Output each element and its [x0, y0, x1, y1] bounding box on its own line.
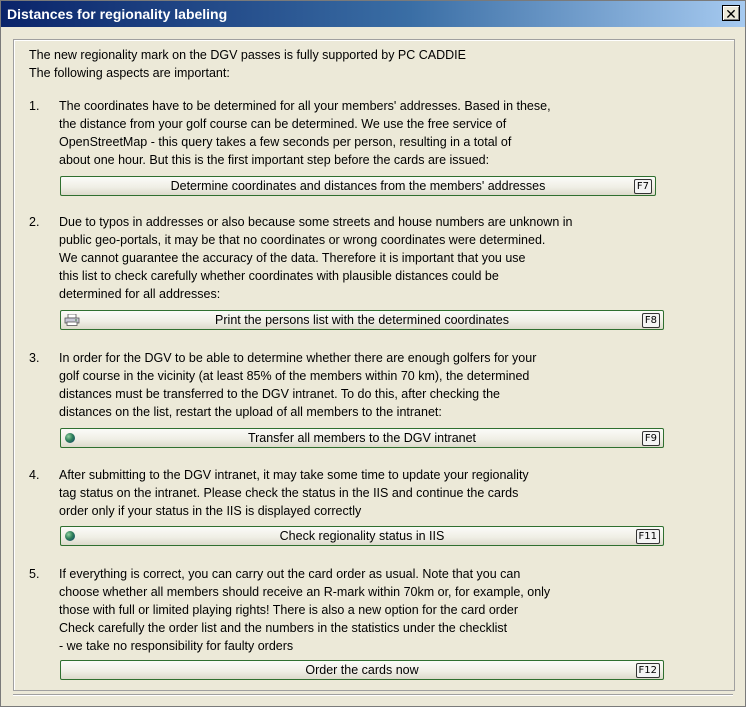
step-text: determined for all addresses: — [59, 287, 221, 301]
print-persons-list-button[interactable] — [60, 310, 664, 330]
step-text: In order for the DGV to be able to determine whether there are enough golfers for your — [59, 351, 537, 365]
step-text: those with full or limited playing rights! There is also a new option for the card order — [59, 603, 519, 617]
button-label: Check regionality status in IIS — [279, 529, 445, 543]
step-text: tag status on the intranet. Please check the status in the IIS and continue the cards — [59, 486, 519, 500]
check-regionality-status-button[interactable] — [60, 526, 664, 546]
bottom-separator — [13, 694, 733, 696]
step-text: After submitting to the DGV intranet, it may take some time to update your regionality — [59, 468, 529, 482]
step-text: choose whether all members should receive an R-mark within 70km or, for example, only — [59, 585, 551, 599]
step-text: public geo-portals, it may be that no coordinates or wrong coordinates were determined. — [59, 233, 546, 247]
shortcut-key-f9: F9 — [642, 431, 660, 446]
button-label: Print the persons list with the determined coordinates — [215, 313, 509, 327]
step-text: We cannot guarantee the accuracy of the data. Therefore it is important that you use — [59, 251, 526, 265]
shortcut-key-f7: F7 — [634, 179, 652, 194]
step-text: Due to typos in addresses or also because some streets and house numbers are unknown in — [59, 215, 573, 229]
step-number: 4. — [29, 468, 40, 482]
step-text: the distance from your golf course can be determined. We use the free service of — [59, 117, 507, 131]
order-cards-button[interactable] — [60, 660, 664, 680]
window-title: Distances for regionality labeling — [7, 6, 228, 22]
step-text: distances on the list, restart the upload of all members to the intranet: — [59, 405, 442, 419]
step-text: If everything is correct, you can carry out the card order as usual. Note that you can — [59, 567, 521, 581]
step-text: OpenStreetMap - this query takes a few seconds per person, resulting in a total of — [59, 135, 512, 149]
intro-line: The following aspects are important: — [29, 66, 230, 80]
step-number: 5. — [29, 567, 40, 581]
step-number: 3. — [29, 351, 40, 365]
transfer-members-button[interactable] — [60, 428, 664, 448]
intro-line: The new regionality mark on the DGV passes is fully supported by PC CADDIE — [29, 48, 466, 62]
button-label: Determine coordinates and distances from the members' addresses — [170, 179, 546, 193]
close-icon: ✕ — [725, 6, 737, 22]
step-number: 1. — [29, 99, 40, 113]
button-label: Transfer all members to the DGV intranet — [247, 431, 477, 445]
title-bar[interactable] — [1, 1, 745, 27]
determine-coordinates-button[interactable] — [60, 176, 656, 196]
step-text: this list to check carefully whether coordinates with plausible distances could be — [59, 269, 499, 283]
step-text: distances must be transferred to the DGV intranet. To do this, after checking the — [59, 387, 500, 401]
step-text: Check carefully the order list and the numbers in the statistics under the checklist — [59, 621, 508, 635]
step-text: golf course in the vicinity (at least 85% of the members within 70 km), the determined — [59, 369, 530, 383]
step-text: - we take no responsibility for faulty orders — [59, 639, 294, 653]
step-text: The coordinates have to be determined for all your members' addresses. Based in these, — [59, 99, 551, 113]
step-text: order only if your status in the IIS is displayed correctly — [59, 504, 362, 518]
close-button[interactable] — [722, 5, 740, 21]
step-text: about one hour. But this is the first important step before the cards are issued: — [59, 153, 490, 167]
shortcut-key-f8: F8 — [642, 313, 660, 328]
step-number: 2. — [29, 215, 40, 229]
shortcut-key-f11: F11 — [636, 529, 660, 544]
shortcut-key-f12: F12 — [636, 663, 660, 678]
button-label: Order the cards now — [305, 663, 419, 677]
